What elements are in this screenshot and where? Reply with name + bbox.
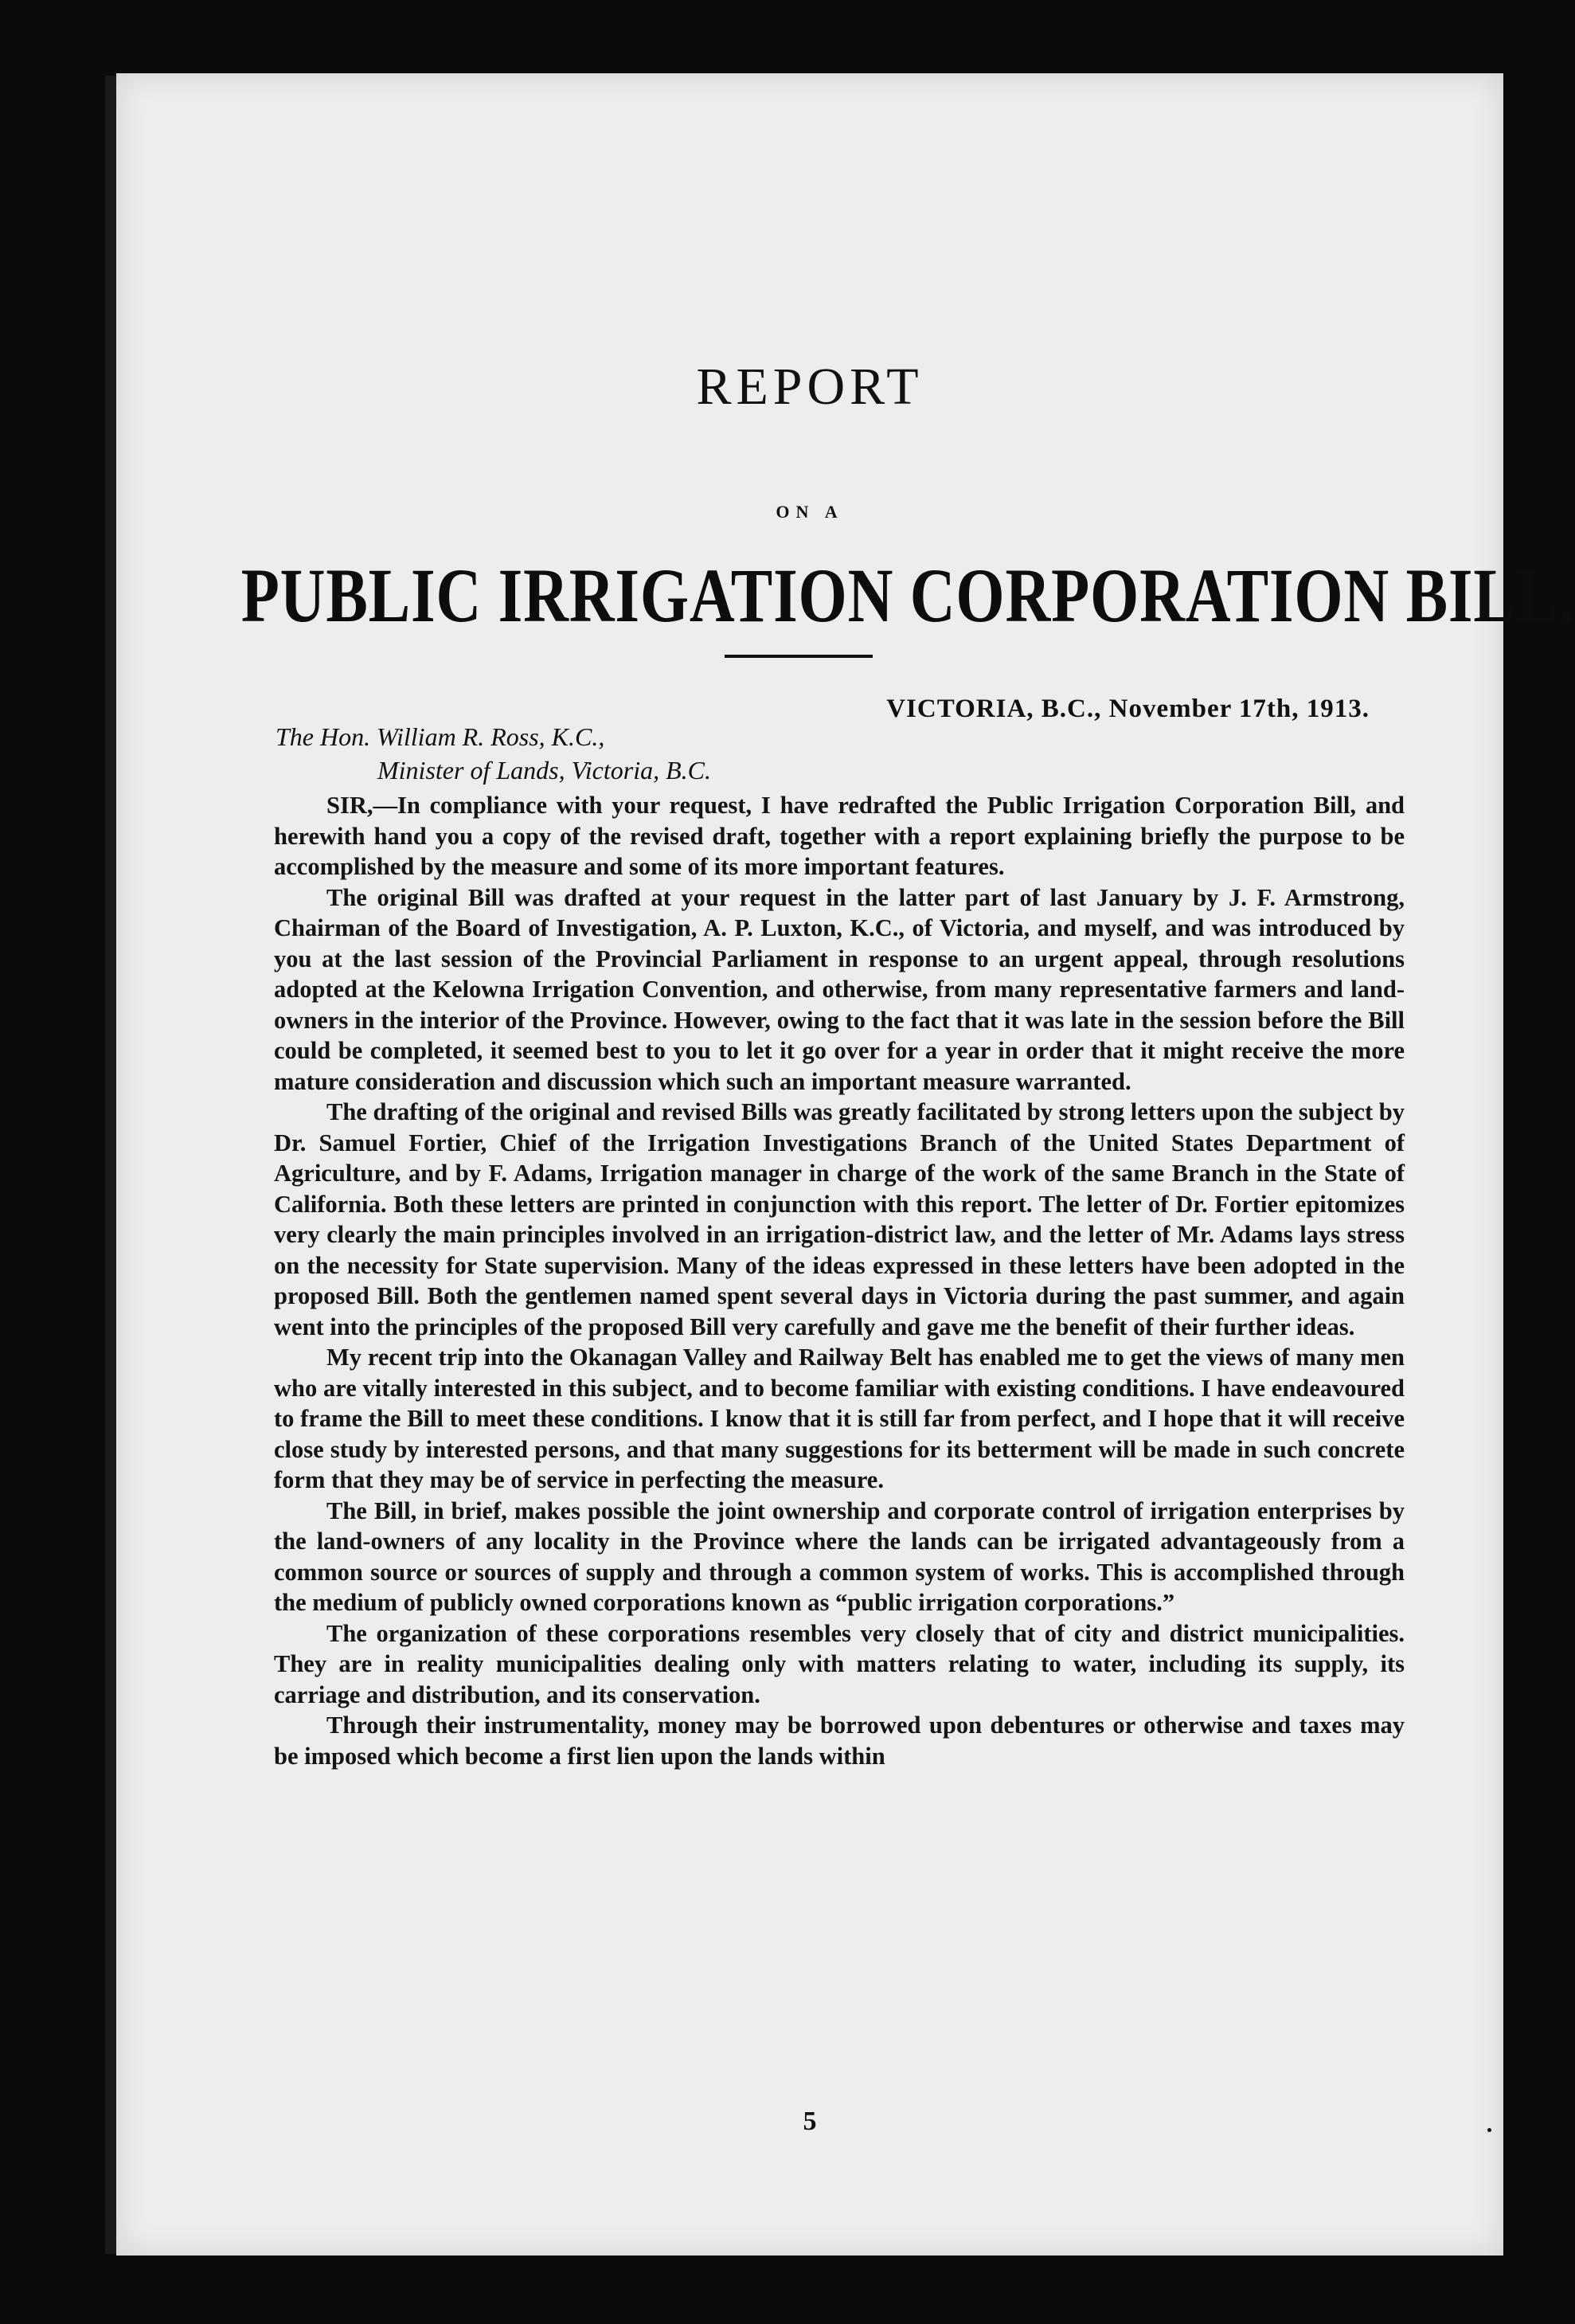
title-rule bbox=[725, 655, 873, 658]
paragraph: The drafting of the original and revised Bills was greatly facilitated by strong letters upon the subject by Dr. Samuel Fortier, Chief of the Irrigation Investigations Branch of the United States Department of Agriculture, and by F. Adams, Irrigation manager in charge of the work of the same Branch in the State of California. Both these letters are printed in conjunction with this report. The letter of Dr. Fortier epitomizes very clearly the main principles involved in an irrigation-district law, and the letter of Mr. Adams lays stress on the necessity for State supervision. Many of the ideas expressed in these letters have been adopted in the proposed Bill. Both the gentlemen named spent several days in Victoria during the past summer, and again went into the principles of the proposed Bill very carefully and gave me the benefit of their further ideas. bbox=[274, 1098, 1405, 1340]
paragraph: SIR,—In compliance with your request, I have redrafted the Public Irrigation Corporation Bill, and herewith hand you a copy of the revised draft, together with a report explaining briefly the purpose to be accomplished by the measure and some of its more important features. bbox=[274, 792, 1405, 880]
addressee-title: Minister of Lands, Victoria, B.C. bbox=[377, 756, 711, 784]
report-heading: REPORT bbox=[696, 358, 924, 416]
heading-connector: ON A bbox=[776, 502, 844, 522]
paragraph: The organization of these corporations resembles very closely that of city and district municipalities. They are in reality municipalities dealing only with matters relating to water, including its supply, its carriage and distribution, and its conservation. bbox=[274, 1619, 1405, 1708]
report-body bbox=[274, 790, 1405, 1771]
dateline: VICTORIA, B.C., November 17th, 1913. bbox=[886, 694, 1370, 723]
paragraph: The Bill, in brief, makes possible the joint ownership and corporate control of irrigation enterprises by the land-owners of any locality in the Province where the lands can be irrigated advantageously from a common source or sources of supply and through a common system of works. This is accomplished through the medium of publicly owned corporations known as “public irrigation corporations.” bbox=[274, 1497, 1405, 1616]
paragraph: The original Bill was drafted at your request in the latter part of last January by J. F. Armstrong, Chairman of the Board of Investigation, A. P. Luxton, K.C., of Victoria, and myself, and was introduced by you at the last session of the Provincial Parliament in response to an urgent appeal, through resolutions adopted at the Kelowna Irrigation Convention, and otherwise, from many representative farmers and land-owners in the interior of the Province. However, owing to the fact that it was late in the session before the Bill could be completed, it seemed best to you to let it go over for a year in order that it might receive the more mature consideration and discussion which such an important measure warranted. bbox=[274, 883, 1405, 1095]
paragraph: My recent trip into the Okanagan Valley and Railway Belt has enabled me to get the views of many men who are vitally interested in this subject, and to become familiar with existing conditions. I have endeavoured to frame the Bill to meet these conditions. I know that it is still far from perfect, and I hope that it will receive close study by interested persons, and that many suggestions for its betterment will be made in such concrete form that they may be of service in perfecting the measure. bbox=[274, 1344, 1405, 1493]
document-page bbox=[116, 73, 1575, 2256]
scan-speck bbox=[1487, 2128, 1491, 2132]
page-number: 5 bbox=[803, 2107, 817, 2136]
bill-title: PUBLIC IRRIGATION CORPORATION BILL. bbox=[240, 553, 1575, 638]
paragraph: Through their instrumentality, money may be borrowed upon debentures or otherwise and taxes may be imposed which become a first lien upon the lands within bbox=[274, 1712, 1405, 1770]
addressee-name: The Hon. William R. Ross, K.C., bbox=[276, 722, 605, 751]
